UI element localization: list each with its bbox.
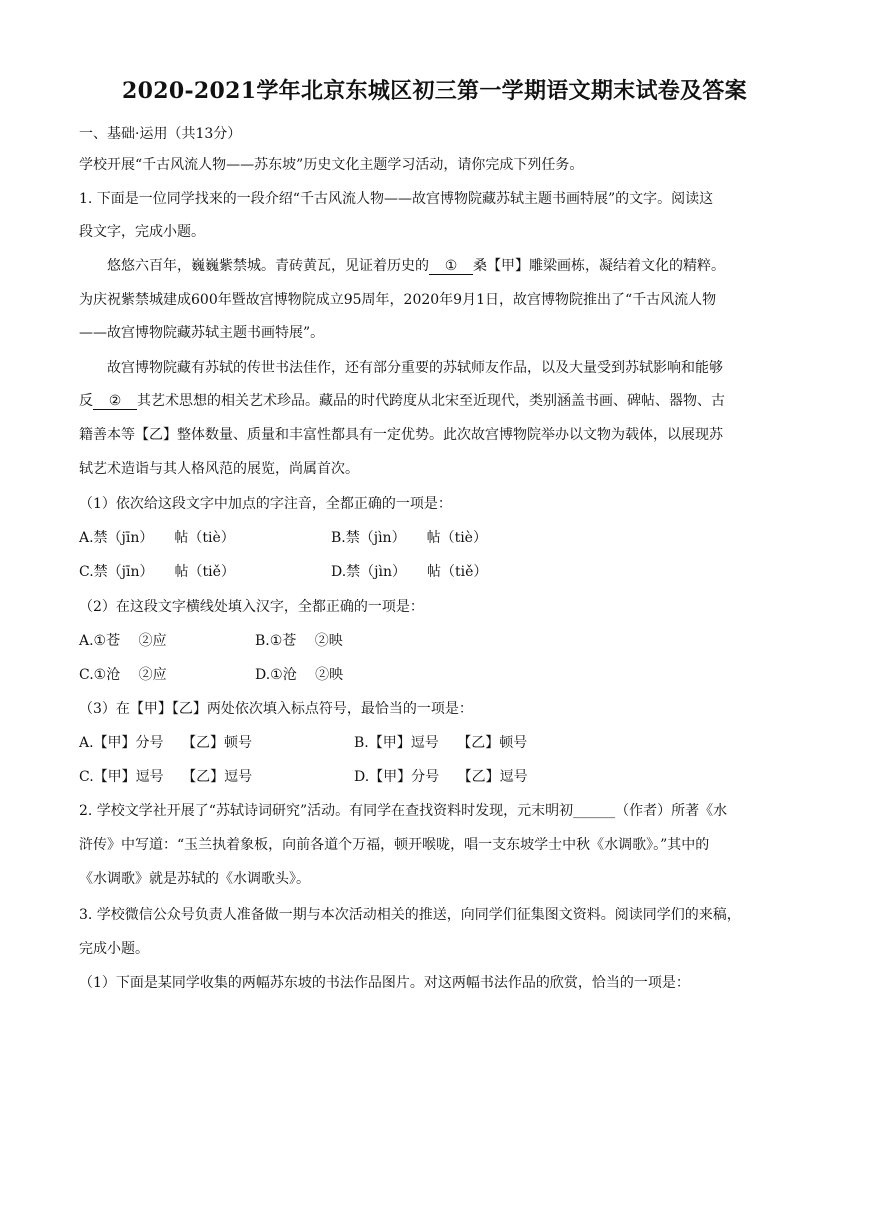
q2-line2: 浒传》中写道：“玉兰执着象板，向前各道个万福，顿开喉咙，唱一支东坡学士中秋《水调歌》。”其中的 — [79, 837, 710, 853]
passage-text: 反 — [79, 393, 93, 409]
passage-text: 悠悠六百年，巍巍紫禁城。青砖黄瓦，见证着历史的 — [107, 258, 429, 274]
q1-passage-p2-line2 — [79, 391, 725, 411]
q3-sub1-stem: （1）下面是某同学收集的两幅苏东坡的书法作品图片。对这两幅书法作品的欣赏，恰当的一项是： — [79, 975, 690, 991]
q2-line3: 《水调歌》就是苏轼的《水调歌头》。 — [79, 871, 310, 887]
page-title: 2020-2021学年北京东城区初三第一学期语文期末试卷及答案 — [122, 78, 747, 104]
q1-sub3-stem: （3）在【甲】【乙】两处依次填入标点符号，最恰当的一项是： — [79, 701, 473, 717]
blank-1: ① — [429, 258, 473, 275]
q1-sub3-option-a: A.【甲】分号 【乙】顿号 — [79, 735, 253, 751]
blank-2: ② — [93, 393, 137, 410]
q2-text: 2. 学校文学社开展了“苏轼诗词研究”活动。有同学在查找资料时发现，元末明初 — [79, 803, 574, 819]
q1-sub1-option-b: B.禁（jìn） 帖（tiè） — [331, 530, 487, 546]
q2-line1 — [79, 801, 727, 821]
q1-sub3-option-b: B.【甲】逗号 【乙】顿号 — [354, 735, 528, 751]
q1-stem-line2: 段文字，完成小题。 — [79, 224, 205, 240]
q3-line1: 3. 学校微信公众号负责人准备做一期与本次活动相关的推送，向同学们征集图文资料。阅读同学们的来稿， — [79, 907, 741, 923]
q1-passage-p2-line3: 籍善本等【乙】整体数量、质量和丰富性都具有一定优势。此次故宫博物院举办以文物为载体，以展现苏 — [79, 427, 723, 443]
q1-passage-p1-line1 — [107, 256, 725, 276]
q1-sub1-option-d: D.禁（jìn） 帖（tiě） — [331, 564, 488, 580]
q1-sub2-option-b: B.①苍 ②映 — [255, 633, 343, 649]
q3-line2: 完成小题。 — [79, 941, 149, 957]
q1-sub2-option-d: D.①沧 ②映 — [255, 667, 344, 683]
q1-sub1-option-a: A.禁（jīn） 帖（tiè） — [79, 530, 235, 546]
q1-sub3-option-c: C.【甲】逗号 【乙】逗号 — [79, 769, 253, 785]
section-heading: 一、基础·运用（共13分） — [79, 126, 242, 142]
q1-stem-line1: 1. 下面是一位同学找来的一段介绍“千古风流人物——故宫博物院藏苏轼主题书画特展”的文字。阅读这 — [79, 191, 714, 207]
q1-passage-p2-line1: 故宫博物院藏有苏轼的传世书法佳作，还有部分重要的苏轼师友作品，以及大量受到苏轼影响和能够 — [107, 360, 723, 376]
intro-text: 学校开展“千古风流人物——苏东坡”历史文化主题学习活动，请你完成下列任务。 — [79, 157, 584, 173]
q1-passage-p2-line4: 轼艺术造诣与其人格风范的展览，尚属首次。 — [79, 461, 359, 477]
passage-text: 其艺术思想的相关艺术珍品。藏品的时代跨度从北宋至近现代，类别涵盖书画、碑帖、器物、古 — [137, 393, 725, 409]
q1-sub1-option-c: C.禁（jīn） 帖（tiě） — [79, 564, 235, 580]
q2-author-blank: ______ — [573, 803, 616, 819]
q2-text: （作者）所著《水 — [615, 803, 728, 819]
q1-passage-p1-line2: 为庆祝紫禁城建成600年暨故宫博物院成立95周年，2020年9月1日，故宫博物院推出了“千古风流人物 — [79, 292, 717, 308]
q1-sub2-stem: （2）在这段文字横线处填入汉字，全都正确的一项是： — [79, 599, 424, 615]
q1-sub2-option-c: C.①沧 ②应 — [79, 667, 167, 683]
q1-sub3-option-d: D.【甲】分号 【乙】逗号 — [354, 769, 528, 785]
q1-sub1-stem: （1）依次给这段文字中加点的字注音，全都正确的一项是： — [79, 496, 452, 512]
q1-sub2-option-a: A.①苍 ②应 — [79, 633, 167, 649]
passage-text: 桑【甲】雕梁画栋，凝结着文化的精粹。 — [473, 258, 725, 274]
q1-passage-p1-line3: ——故宫博物院藏苏轼主题书画特展”。 — [79, 325, 325, 341]
